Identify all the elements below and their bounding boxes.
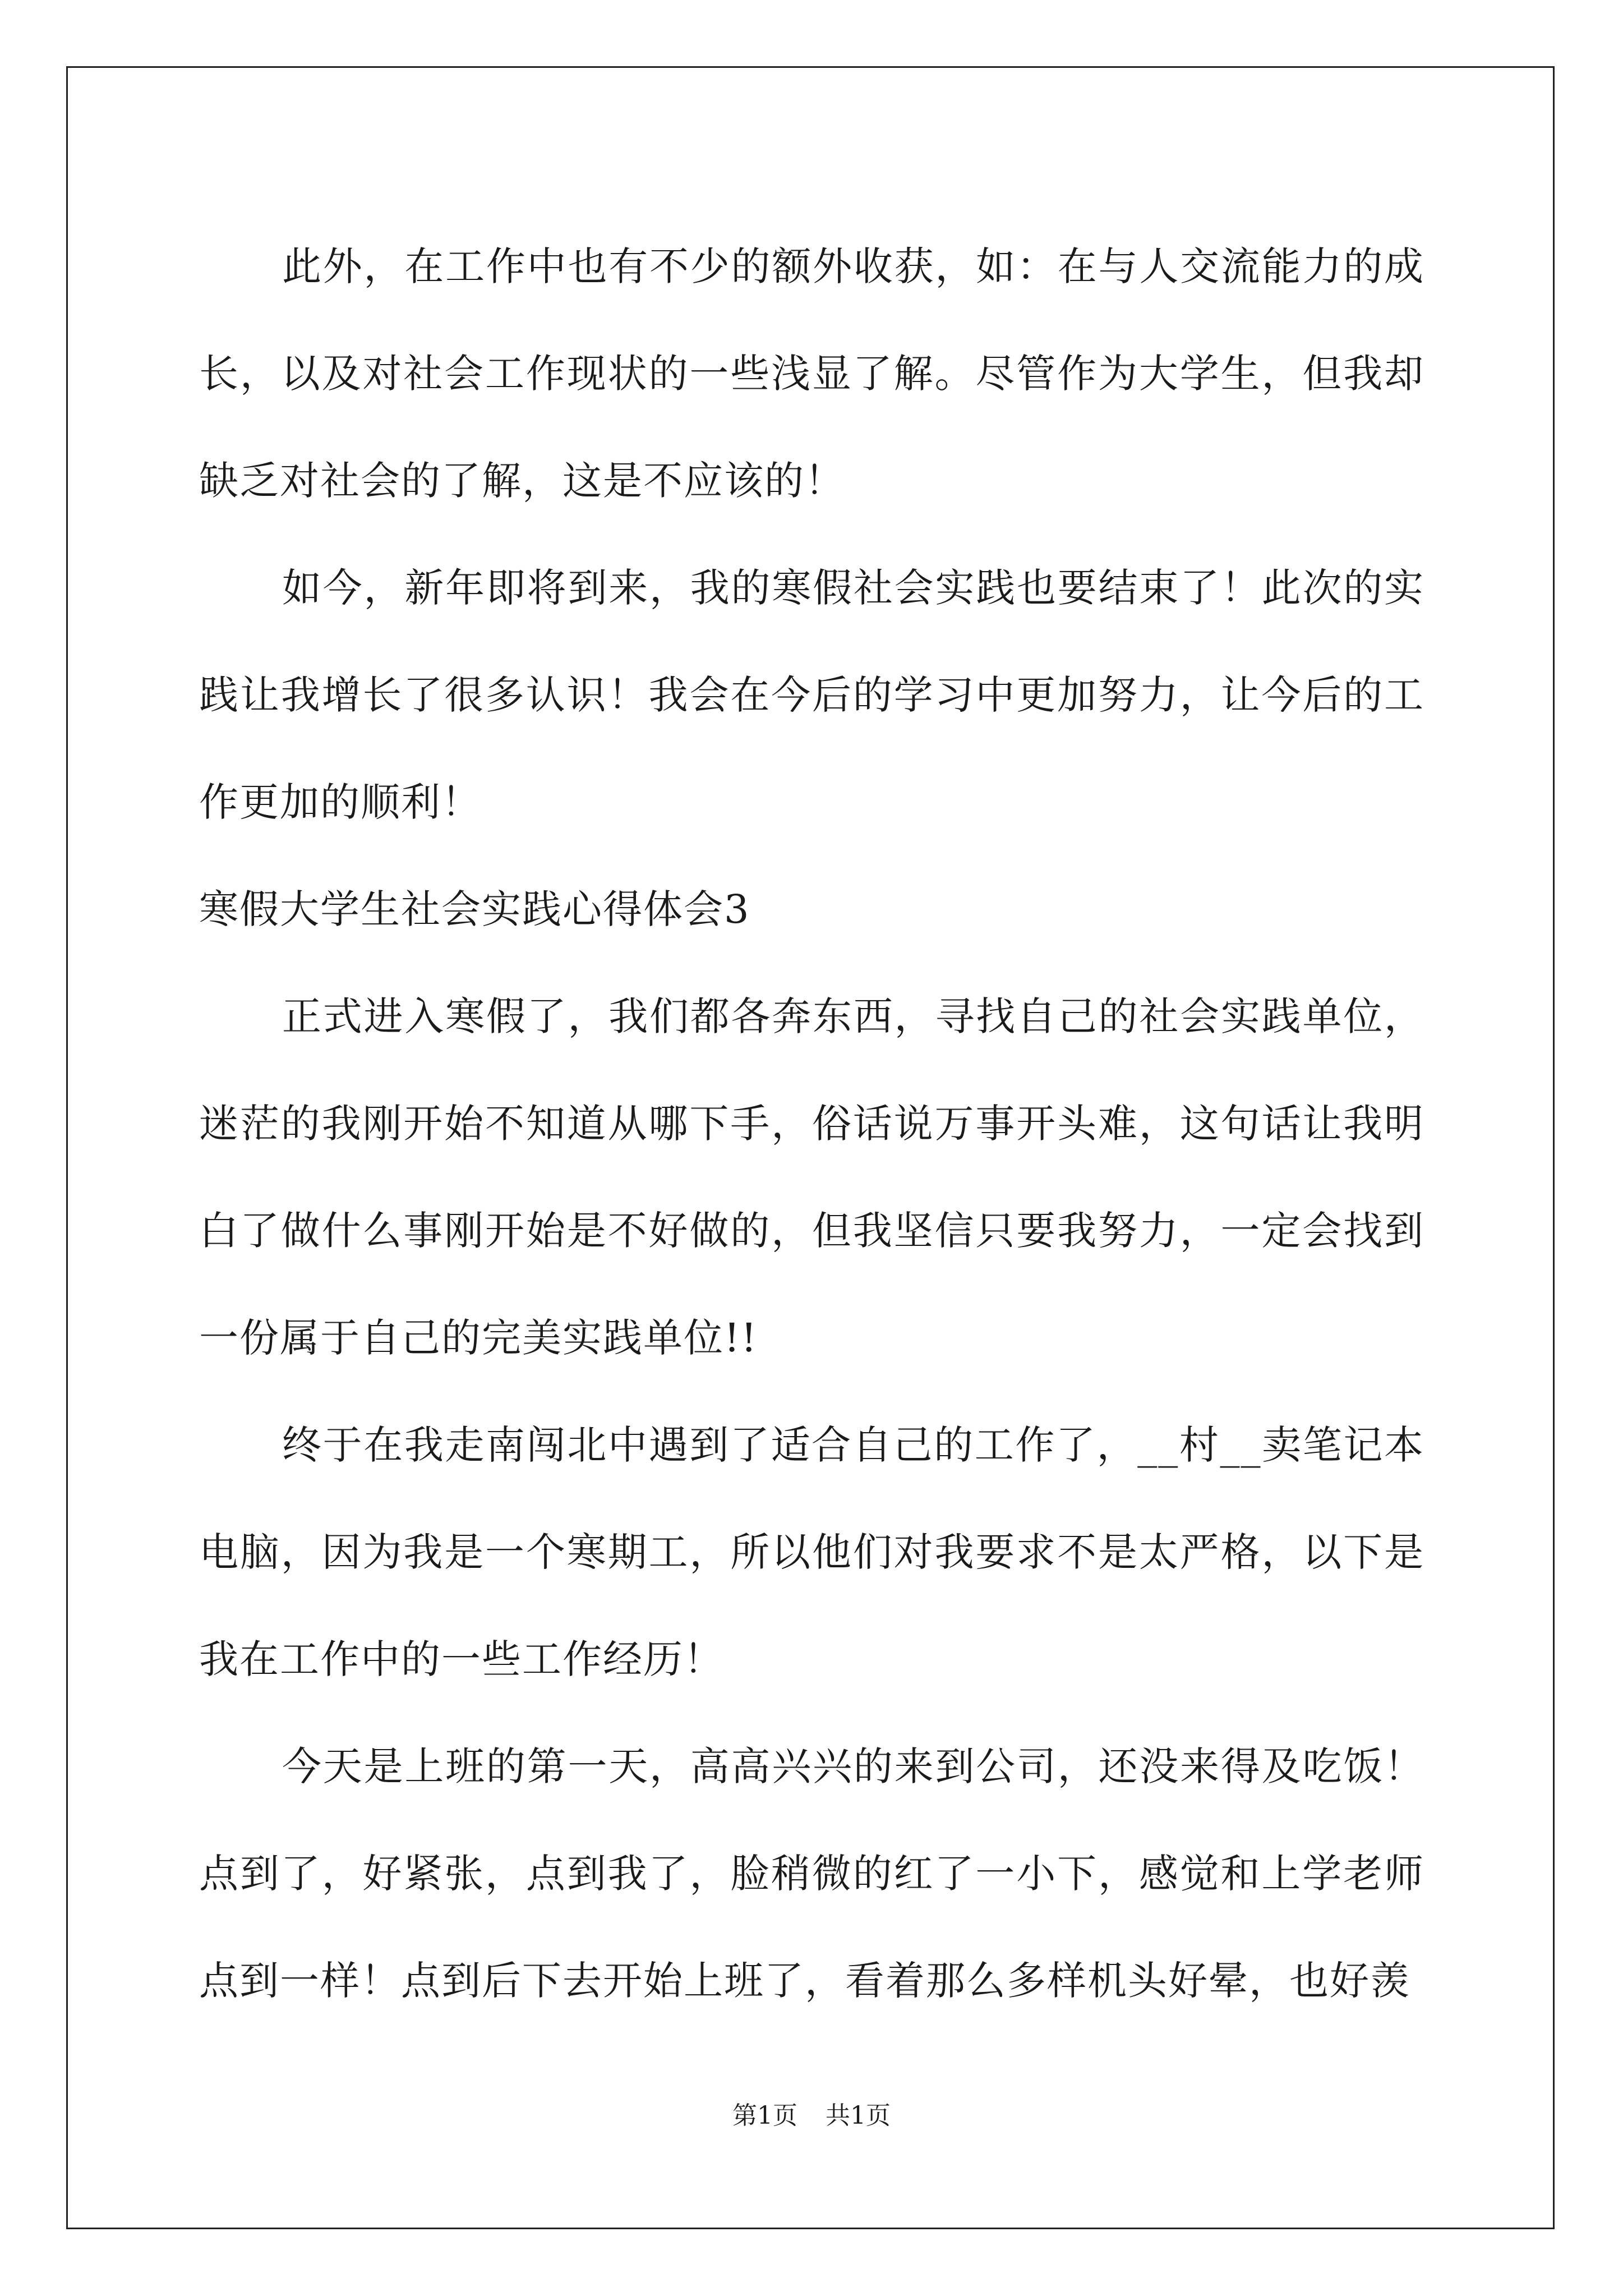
section-heading: 寒假大学生社会实践心得体会3 [199,886,750,932]
page-total: 共1页 [826,2101,891,2130]
paragraph: 正式进入寒假了，我们都各奔东西，寻找自己的社会实践单位，迷茫的我刚开始不知道从哪下手，俗话说万事开头难，这句话让我明白了做什么事刚开始是不好做的，但我坚信只要我努力，一定会找到一份属于自己的完美实践单位!! [199,993,1424,1361]
paragraph: 如今，新年即将到来，我的寒假社会实践也要结束了！此次的实践让我增长了很多认识！我会在今后的学习中更加努力，让今后的工作更加的顺利！ [199,565,1424,825]
paragraph: 今天是上班的第一天，高高兴兴的来到公司，还没来得及吃饭！点到了，好紧张，点到我了，脸稍微的红了一小下，感觉和上学老师点到一样！点到后下去开始上班了，看着那么多样机头好晕，也好羡 [199,1743,1424,2004]
page-footer [0,2099,1623,2133]
page-number: 第1页 [732,2101,797,2130]
document-body [199,213,1424,2035]
paragraph: 此外，在工作中也有不少的额外收获，如：在与人交流能力的成长，以及对社会工作现状的一些浅显了解。尽管作为大学生，但我却缺乏对社会的了解，这是不应该的！ [199,243,1424,504]
paragraph: 终于在我走南闯北中遇到了适合自己的工作了，__村__卖笔记本电脑，因为我是一个寒期工，所以他们对我要求不是太严格，以下是我在工作中的一些工作经历！ [199,1422,1424,1682]
